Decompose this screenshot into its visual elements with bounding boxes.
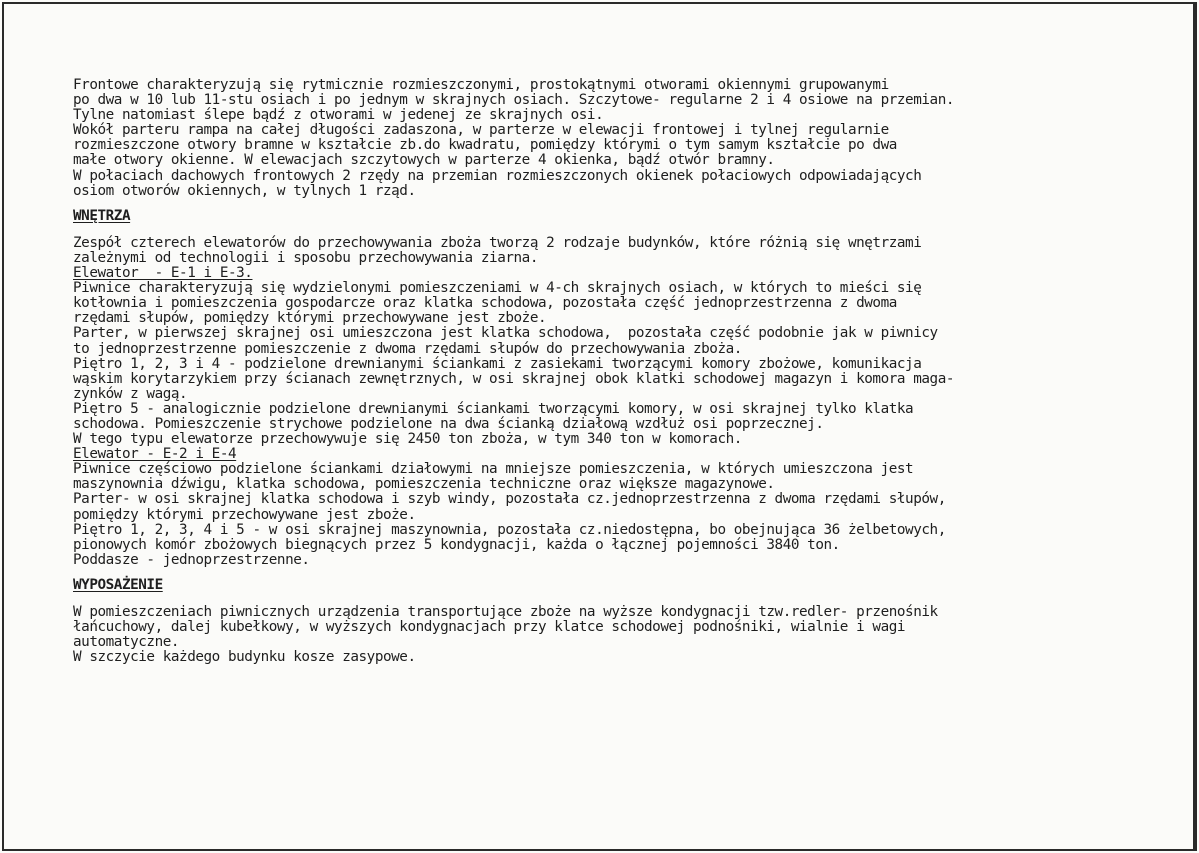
text-line: maszynownia dźwigu, klatka schodowa, pomieszczenia techniczne oraz większe magazynowe.	[73, 476, 775, 493]
text-line: rzędami słupów, pomiędzy którymi przechowywane jest zboże.	[73, 310, 547, 327]
text-line: zynków z wagą.	[73, 385, 188, 402]
text-line: pionowych komór zbożowych biegnących przez 5 kondygnacji, każda o łącznej pojemności 3840 ton.	[73, 536, 840, 553]
text-line: łańcuchowy, dalej kubełkowy, w wyższych kondygnacjach przy klatce schodowej podnośniki, wialnie i wagi	[73, 619, 906, 636]
text-line: W pomieszczeniach piwnicznych urządzenia transportujące zboże na wyższe kondygnacji tzw.redler- przenośnik	[73, 604, 938, 620]
text-line: Poddasze - jednoprzestrzenne.	[73, 551, 310, 568]
section-heading-wyposazenie: WYPOSAŻENIE	[73, 576, 163, 593]
text-line: automatyczne.	[73, 634, 180, 651]
text-line: Parter, w pierwszej skrajnej osi umieszczona jest klatka schodowa, pozostała część podobnie jak w piwnicy	[73, 325, 938, 342]
text-line: Piwnice częściowo podzielone ściankami działowymi na mniejsze pomieszczenia, w których umieszczona jest	[73, 461, 914, 478]
elevator-e2-e4-heading: Elewator - E-2 i E-4	[73, 446, 237, 463]
wyposazenie-description	[73, 605, 1173, 665]
spacer	[73, 199, 1173, 209]
elevator-e1-e3-description	[73, 281, 1173, 447]
text-line: pomiędzy którymi przechowywane jest zboże.	[73, 506, 416, 523]
wnetrza-intro	[73, 236, 1173, 266]
text-line: zależnymi od technologii i sposobu przechowywania ziarna.	[73, 249, 538, 266]
text-line: W połaciach dachowych frontowych 2 rzędy na przemian rozmieszczonych okienek połaciowych odpowiadających	[73, 167, 922, 184]
text-line: to jednoprzestrzenne pomieszczenie z dwoma rzędami słupów do przechowywania zboża.	[73, 340, 742, 357]
text-line: kotłownia i pomieszczenia gospodarcze oraz klatka schodowa, pozostała część jednoprzestrzenna z dwoma	[73, 295, 897, 312]
text-line: Tylne natomiast ślepe bądź z otworami w jedenej ze skrajnych osi.	[73, 107, 604, 124]
text-line: W szczycie każdego budynku kosze zasypowe.	[73, 649, 416, 666]
text-line: Piętro 1, 2, 3, 4 i 5 - w osi skrajnej maszynownia, pozostała cz.niedostępna, bo obejnująca 36 żelbetowych,	[73, 521, 946, 538]
text-line: Wokół parteru rampa na całej długości zadaszona, w parterze w elewacji frontowej i tylnej regularnie	[73, 122, 889, 139]
text-line: wąskim korytarzykiem przy ścianach zewnętrznych, w osi skrajnej obok klatki schodowej magazyn i komora maga-	[73, 370, 955, 387]
text-line: Piętro 5 - analogicznie podzielone drewnianymi ściankami tworzącymi komory, w osi skrajnej tylko klatka	[73, 400, 914, 417]
document-body	[73, 78, 1173, 665]
text-line: po dwa w 10 lub 11-stu osiach i po jednym w skrajnych osiach. Szczytowe- regularne 2 i 4 osiowe na przemian.	[73, 92, 955, 109]
text-line: Frontowe charakteryzują się rytmicznie rozmieszczonymi, prostokątnymi otworami okiennymi grupowanymi	[73, 77, 889, 93]
section-heading-wnetrza: WNĘTRZA	[73, 207, 131, 224]
text-line: Zespół czterech elewatorów do przechowywania zboża tworzą 2 rodzaje budynków, które różnią się wnętrzami	[73, 234, 922, 251]
elevator-e2-e4-description	[73, 462, 1173, 568]
text-line: osiom otworów okiennych, w tylnych 1 rząd.	[73, 182, 416, 199]
text-line: Parter- w osi skrajnej klatka schodowa i szyb windy, pozostała cz.jednoprzestrzenna z dwoma rzędami słupów,	[73, 491, 946, 508]
elevator-e1-e3-heading: Elewator - E-1 i E-3.	[73, 265, 253, 282]
text-line: rozmieszczone otwory bramne w kształcie zb.do kwadratu, pomiędzy którymi o tym samym kształcie po dwa	[73, 137, 897, 154]
text-line: Piętro 1, 2, 3 i 4 - podzielone drewnianymi ściankami z zasiekami tworzącymi komory zbożowe, komunikacja	[73, 355, 922, 372]
text-line: W tego typu elewatorze przechowywuje się 2450 ton zboża, w tym 340 ton w komorach.	[73, 431, 742, 448]
text-line: Piwnice charakteryzują się wydzielonymi pomieszczeniami w 4-ch skrajnych osiach, w których to mieści się	[73, 280, 922, 297]
text-line: małe otwory okienne. W elewacjach szczytowych w parterze 4 okienka, bądź otwór bramny.	[73, 152, 775, 169]
intro-paragraph	[73, 78, 1173, 199]
text-line: schodowa. Pomieszczenie strychowe podzielone na dwa ścianką działową wzdłuż osi poprzecznej.	[73, 415, 824, 432]
spacer	[73, 568, 1173, 578]
